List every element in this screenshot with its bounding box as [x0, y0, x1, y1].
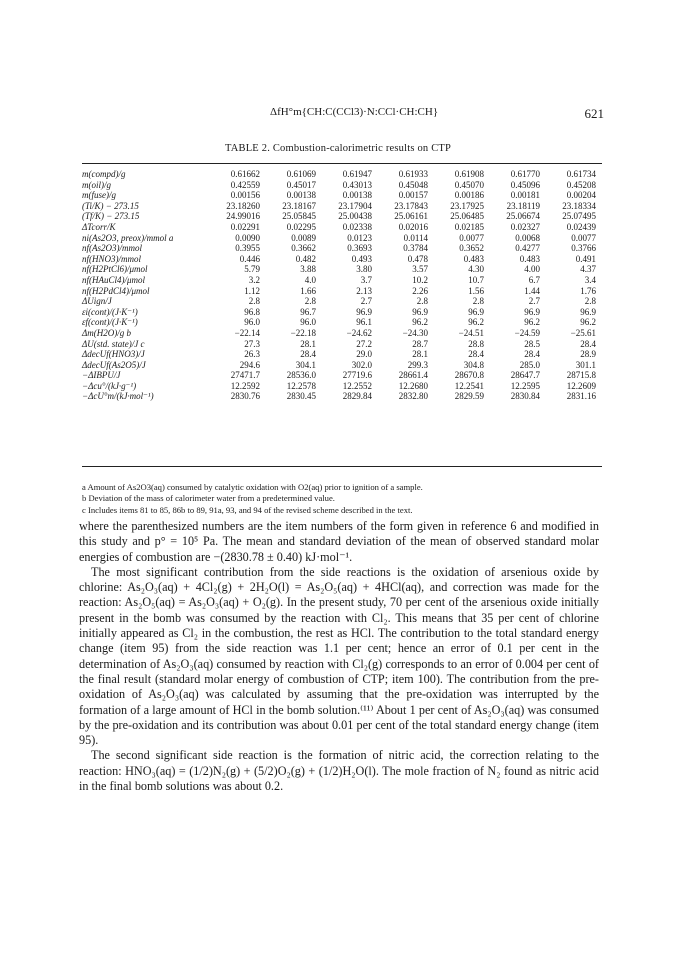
table-cell: 1.76: [580, 285, 596, 296]
table-cell: 96.2: [468, 317, 484, 328]
table-cell: 0.0077: [459, 232, 484, 243]
table-cell: 0.61947: [342, 169, 372, 179]
table-cell: 2830.76: [230, 391, 260, 402]
table-cell: 23.17843: [394, 200, 428, 211]
table-cell: 0.61069: [286, 169, 316, 179]
table-cell: 0.00138: [286, 190, 316, 201]
table-cell: 2.7: [528, 296, 540, 307]
row-label: εf(cont)/(J·K⁻¹): [82, 317, 138, 328]
table-cell: 0.02016: [398, 221, 428, 232]
table-cell: 302.0: [351, 359, 372, 370]
row-label: ΔdecUf(HNO3)/J: [82, 349, 145, 360]
table-row: [82, 296, 602, 307]
table-cell: 4.30: [468, 264, 484, 275]
row-label: m(oil)/g: [82, 179, 111, 190]
row-label: εi(cont)/(J·K⁻¹): [82, 306, 138, 317]
table-cell: 96.9: [412, 306, 428, 317]
table-cell: 0.00181: [510, 190, 540, 201]
table-cell: 28.9: [580, 349, 596, 360]
table-cell: 4.00: [524, 264, 540, 275]
table-cell: 28661.4: [398, 370, 428, 381]
table-caption: TABLE 2. Combustion-calorimetric results on CTP: [224, 143, 452, 154]
table-cell: 96.9: [468, 306, 484, 317]
table-cell: 10.2: [412, 274, 428, 285]
table-cell: 304.8: [463, 359, 484, 370]
table-cell: 0.00138: [342, 190, 372, 201]
table-cell: 299.3: [407, 359, 428, 370]
table-cell: 1.44: [524, 285, 540, 296]
row-label: m(compd)/g: [82, 169, 126, 179]
table-cell: 12.2552: [342, 380, 372, 391]
table-cell: 0.02291: [230, 221, 260, 232]
table-cell: 28.5: [524, 338, 540, 349]
paragraph: where the parenthesized numbers are the item numbers of the form given in reference 6 and modified in this study and p° = 10⁵ Pa. The mean and standard deviation of the mean of observed standard molar energies of combustion are −(2830.78 ± 0.40) kJ·mol⁻¹.: [79, 519, 599, 564]
table-cell: −24.51: [458, 327, 484, 338]
table-cell: 0.0114: [403, 232, 428, 243]
table-cell: 25.00438: [338, 211, 372, 222]
row-label: ΔU(std. state)/J c: [82, 338, 145, 349]
body-text: [79, 519, 599, 794]
footnote-c: c Includes items 81 to 85, 86b to 89, 91a, 93, and 94 of the revised scheme described in the text.: [82, 504, 413, 515]
table-cell: 3.88: [300, 264, 316, 275]
table-cell: 5.79: [244, 264, 260, 275]
table-cell: 26.3: [244, 349, 260, 360]
table-cell: 0.491: [575, 253, 596, 264]
table-cell: 285.0: [519, 359, 540, 370]
row-label: Δm(H2O)/g b: [82, 327, 132, 338]
table-cell: 12.2680: [398, 380, 428, 391]
table-cell: 2.26: [412, 285, 428, 296]
running-head: [0, 106, 676, 126]
table-cell: 25.06161: [394, 211, 428, 222]
table-cell: 96.0: [244, 317, 260, 328]
table-cell: −24.62: [346, 327, 372, 338]
table-cell: 28670.8: [454, 370, 484, 381]
table-row: [82, 211, 602, 222]
table-cell: 0.61908: [454, 169, 484, 179]
table-row: [82, 190, 602, 201]
table-cell: 12.2595: [510, 380, 540, 391]
row-label: (Tf/K) − 273.15: [82, 211, 140, 222]
table-top-rule: [82, 163, 602, 164]
table-cell: 28.7: [412, 338, 428, 349]
table-cell: 3.80: [356, 264, 372, 275]
table-cell: 2.8: [416, 296, 428, 307]
table-cell: 28647.7: [510, 370, 540, 381]
table-cell: 28.4: [468, 349, 484, 360]
table-cell: 28715.8: [566, 370, 596, 381]
table-cell: 96.2: [412, 317, 428, 328]
table-cell: 23.17925: [450, 200, 484, 211]
table-cell: 27719.6: [342, 370, 372, 381]
table-cell: 2.7: [360, 296, 372, 307]
table-cell: 28.1: [300, 338, 316, 349]
table-cell: −25.61: [570, 327, 596, 338]
table-row: [82, 169, 602, 180]
footnote-b: b Deviation of the mass of calorimeter water from a predetermined value.: [82, 493, 335, 504]
table-cell: 304.1: [295, 359, 316, 370]
table-cell: −24.59: [514, 327, 540, 338]
row-label: m(fuse)/g: [82, 190, 116, 201]
table-cell: 0.02338: [342, 221, 372, 232]
table-row: [82, 233, 602, 244]
row-label: (Ti/K) − 273.15: [82, 200, 139, 211]
table-footnotes: [82, 482, 602, 516]
table-cell: 0.02439: [566, 221, 596, 232]
row-label: ΔTcorr/K: [82, 221, 116, 232]
table-row: [82, 222, 602, 233]
table-cell: 3.7: [360, 274, 372, 285]
table-cell: 10.7: [468, 274, 484, 285]
row-label: ΔdecUf(As2O5)/J: [82, 359, 146, 370]
table-cell: 28.4: [300, 349, 316, 360]
table-cell: 0.3652: [459, 243, 484, 254]
table-cell: 96.9: [524, 306, 540, 317]
table-cell: 0.3662: [291, 243, 316, 254]
table-cell: 0.02327: [510, 221, 540, 232]
table-cell: −24.30: [402, 327, 428, 338]
table-cell: 0.61770: [510, 169, 540, 179]
row-label: ΔUign/J: [82, 296, 112, 307]
table-row: [82, 317, 602, 328]
table-cell: 0.02185: [454, 221, 484, 232]
table-row: [82, 264, 602, 275]
table-cell: 12.2578: [286, 380, 316, 391]
table-cell: 0.0123: [347, 232, 372, 243]
table-row: [82, 391, 602, 402]
table-cell: 23.18119: [506, 200, 540, 211]
table-cell: 0.00156: [230, 190, 260, 201]
table-row: [82, 201, 602, 212]
table-cell: 23.18334: [562, 200, 596, 211]
footnote-a: a Amount of As2O3(aq) consumed by catalytic oxidation with O2(aq) prior to ignition of a sample.: [82, 482, 423, 492]
table-cell: 96.8: [244, 306, 260, 317]
row-label: ni(As2O3, preox)/mmol a: [82, 232, 174, 243]
table-cell: 0.42559: [230, 179, 260, 190]
table-cell: 28.4: [580, 338, 596, 349]
table-cell: 0.00157: [398, 190, 428, 201]
table-row: [82, 339, 602, 350]
table-cell: 0.61662: [230, 169, 260, 179]
table-cell: 0.45208: [566, 179, 596, 190]
table-cell: 25.06485: [450, 211, 484, 222]
table-cell: 0.00204: [566, 190, 596, 201]
table-cell: 25.05845: [282, 211, 316, 222]
table-cell: 0.02295: [286, 221, 316, 232]
table-cell: 0.493: [351, 253, 372, 264]
table-row: [82, 307, 602, 318]
results-table-body: [82, 169, 602, 402]
table-cell: 1.56: [468, 285, 484, 296]
table-cell: 2.8: [584, 296, 596, 307]
table-cell: 0.45096: [510, 179, 540, 190]
table-cell: 0.3784: [403, 243, 428, 254]
table-cell: 0.45070: [454, 179, 484, 190]
table-cell: 23.17904: [338, 200, 372, 211]
table-cell: 12.2541: [454, 380, 484, 391]
table-cell: 96.2: [524, 317, 540, 328]
table-cell: 2830.84: [510, 391, 540, 402]
row-label: nf(H2PtCl6)/μmol: [82, 264, 148, 275]
table-cell: 0.0077: [571, 232, 596, 243]
table-cell: 27471.7: [230, 370, 260, 381]
results-table: [82, 169, 602, 402]
table-cell: 96.2: [580, 317, 596, 328]
table-row: [82, 180, 602, 191]
table-cell: 28.4: [524, 349, 540, 360]
table-cell: 2831.16: [566, 391, 596, 402]
table-cell: 0.61734: [566, 169, 596, 179]
row-label: −Δcu°/(kJ·g⁻¹): [82, 380, 137, 391]
table-cell: 28.1: [412, 349, 428, 360]
table-cell: 96.7: [300, 306, 316, 317]
table-cell: 28536.0: [286, 370, 316, 381]
table-cell: −22.18: [290, 327, 316, 338]
table-cell: 0.45017: [286, 179, 316, 190]
table-row: [82, 381, 602, 392]
table-cell: 301.1: [575, 359, 596, 370]
table-cell: 0.00186: [454, 190, 484, 201]
paragraph: The second significant side reaction is the formation of nitric acid, the correction relating to the reaction: HNO₃(aq) = (1/2)N₂(g) + (5/2)O₂(g) + (1/2)H₂O(l). The mole fraction of N₂ found as nitric acid in the final bomb solutions was about 0.2.: [79, 748, 599, 794]
table-cell: 1.66: [300, 285, 316, 296]
table-cell: 3.57: [412, 264, 428, 275]
table-cell: 24.99016: [226, 211, 260, 222]
table-cell: 4.0: [304, 274, 316, 285]
table-row: [82, 370, 602, 381]
table-cell: 23.18167: [282, 200, 316, 211]
table-cell: 96.9: [580, 306, 596, 317]
table-cell: 0.0090: [235, 232, 260, 243]
table-cell: 0.3693: [347, 243, 372, 254]
row-label: nf(H2PdCl4)/μmol: [82, 285, 150, 296]
table-cell: 1.12: [244, 285, 260, 296]
table-cell: 0.0068: [515, 232, 540, 243]
row-label: −ΔcU°m/(kJ·mol⁻¹): [82, 391, 154, 402]
table-cell: 23.18260: [226, 200, 260, 211]
table-cell: 12.2609: [566, 380, 596, 391]
table-cell: 0.482: [295, 253, 316, 264]
table-cell: 27.2: [356, 338, 372, 349]
row-label: nf(HAuCl4)/μmol: [82, 274, 146, 285]
table-cell: 2829.59: [454, 391, 484, 402]
table-row: [82, 328, 602, 339]
table-cell: 96.1: [356, 317, 372, 328]
table-cell: 0.478: [407, 253, 428, 264]
table-cell: 4.37: [580, 264, 596, 275]
table-cell: 0.446: [239, 253, 260, 264]
table-cell: 6.7: [528, 274, 540, 285]
table-cell: 0.483: [463, 253, 484, 264]
table-cell: −22.14: [234, 327, 260, 338]
table-cell: 2830.45: [286, 391, 316, 402]
running-head-title: ΔfH°m{CH:C(CCl3)·N:CCl·CH:CH}: [270, 106, 439, 118]
table-row: [82, 286, 602, 297]
table-cell: 0.61933: [398, 169, 428, 179]
table-cell: 25.07495: [562, 211, 596, 222]
table-cell: 0.3955: [235, 243, 260, 254]
table-cell: 96.0: [300, 317, 316, 328]
table-cell: 25.06674: [506, 211, 540, 222]
table-cell: 96.9: [356, 306, 372, 317]
table-cell: 12.2592: [230, 380, 260, 391]
table-cell: 2.8: [472, 296, 484, 307]
table-cell: 28.8: [468, 338, 484, 349]
table-row: [82, 349, 602, 360]
table-cell: 2.8: [248, 296, 260, 307]
row-label: nf(HNO3)/mmol: [82, 253, 141, 264]
table-bottom-rule: [82, 466, 602, 467]
table-cell: 0.43013: [342, 179, 372, 190]
table-cell: 3.4: [584, 274, 596, 285]
table-cell: 2832.80: [398, 391, 428, 402]
table-cell: 0.0089: [291, 232, 316, 243]
table-cell: 27.3: [244, 338, 260, 349]
table-cell: 0.4277: [515, 243, 540, 254]
table-cell: 2.8: [304, 296, 316, 307]
row-label: −ΔIBPU/J: [82, 370, 121, 381]
table-cell: 29.0: [356, 349, 372, 360]
table-cell: 3.2: [248, 274, 260, 285]
table-cell: 2.13: [356, 285, 372, 296]
table-cell: 0.483: [519, 253, 540, 264]
row-label: nf(As2O3)/mmol: [82, 243, 142, 254]
table-row: [82, 254, 602, 265]
table-cell: 2829.84: [342, 391, 372, 402]
table-cell: 0.45048: [398, 179, 428, 190]
page-number: 621: [584, 106, 604, 121]
table-row: [82, 275, 602, 286]
table-cell: 294.6: [239, 359, 260, 370]
table-row: [82, 360, 602, 371]
table-row: [82, 243, 602, 254]
table-cell: 0.3766: [571, 243, 596, 254]
paragraph: The most significant contribution from the side reactions is the oxidation of arsenious oxide by chlorine: As₂O₃(aq) + 4Cl₂(g) + 2H₂O(l) = As₂O₅(aq) + 4HCl(aq), and correction was made for the reaction: As₂O₅(aq) = As₂O₃(aq) + O₂(g). In the present study, 70 per cent of the arsenious oxide initially present in the bomb was consumed by the reaction with Cl₂. This means that 35 per cent of chlorine initially appeared as Cl₂ in the combustion, the rest as HCl. The contribution to the total standard energy change (item 95) from the side reaction was 1.1 per cent; hence an error of 0.1 per cent in the determination of As₂O₃(aq) consumed by reaction with Cl₂(g) corresponds to an error of 0.004 per cent of the final result (standard molar energy of combustion of CTP; item 100). The contribution from the pre-oxidation of As₂O₃(aq) was calculated by assuming that the pre-oxidation was interrupted by the formation of a large amount of HCl in the bomb solution.⁽¹¹⁾ About 1 per cent of As₂O₃(aq) was consumed by the pre-oxidation and its contribution was about 0.01 per cent of the total standard energy change (item 95).: [79, 564, 599, 748]
